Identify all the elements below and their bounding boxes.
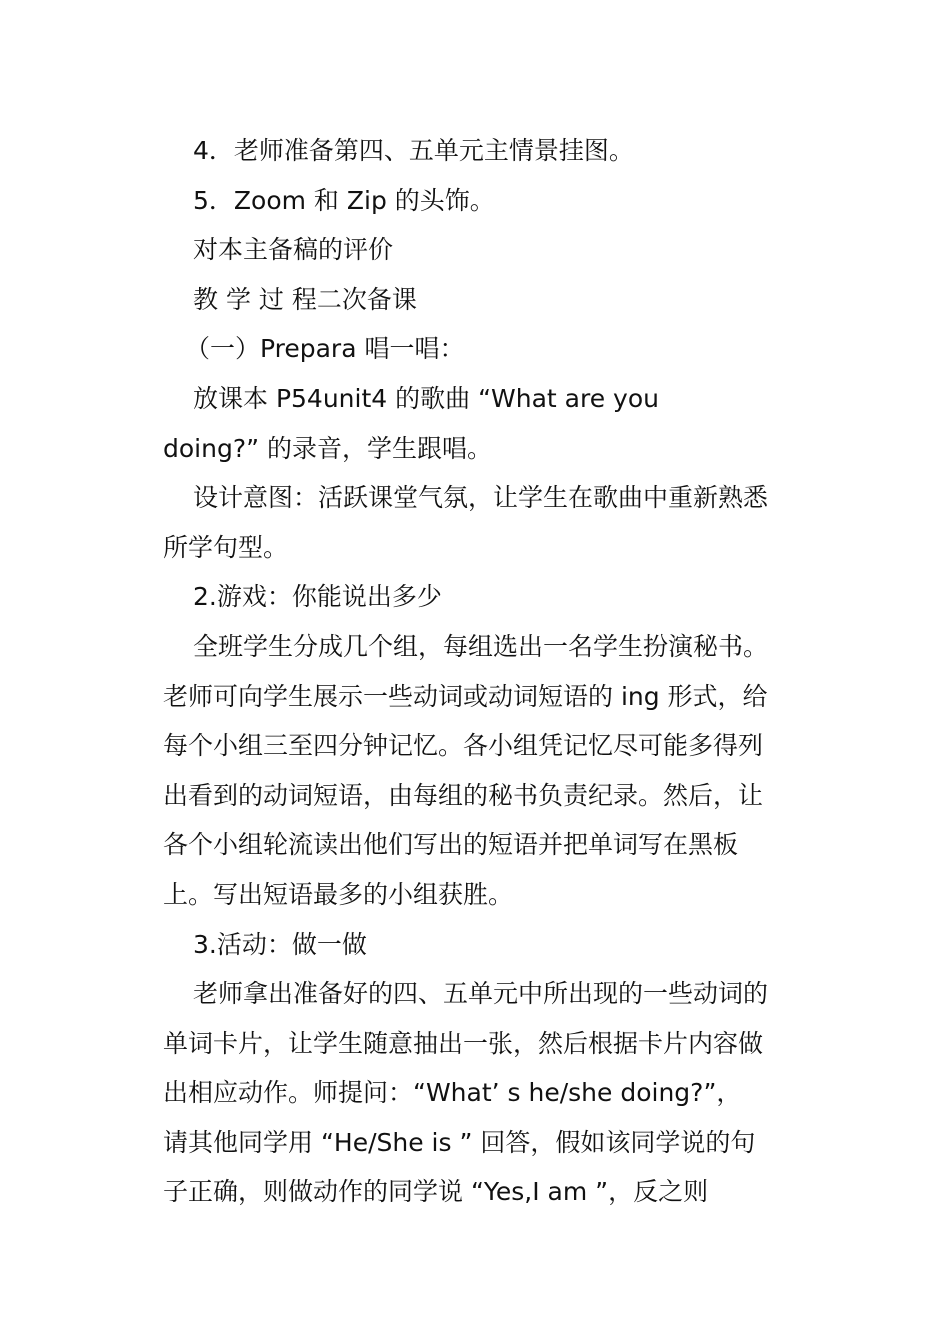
text-line-song-instruction-cont: doing?” 的录音，学生跟唱。	[163, 433, 492, 463]
text-line-game-para-4: 出看到的动词短语，由每组的秘书负责纪录。然后，让	[163, 780, 764, 810]
text-line-evaluation-heading: 对本主备稿的评价	[193, 235, 394, 265]
text-line-design-intent: 设计意图：活跃课堂气氛，让学生在歌曲中重新熟悉	[193, 483, 769, 513]
text-line-game-para-6: 上。写出短语最多的小组获胜。	[163, 879, 514, 909]
text-line-game-para-2: 老师可向学生展示一些动词或动词短语的 ing 形式，给	[163, 681, 768, 711]
text-line-activity-para-4: 请其他同学用 “He/She is ” 回答，假如该同学说的句	[163, 1127, 756, 1157]
text-line-game-heading: 2.游戏：你能说出多少	[193, 582, 442, 612]
document-body	[163, 126, 789, 1217]
text-line-activity-heading: 3.活动：做一做	[193, 929, 367, 959]
text-line-activity-para-1: 老师拿出准备好的四、五单元中所出现的一些动词的	[193, 979, 769, 1009]
text-line-design-intent-cont: 所学句型。	[163, 532, 289, 562]
text-line-prep-item-5: 5．Zoom 和 Zip 的头饰。	[193, 185, 495, 215]
text-line-activity-para-3: 出相应动作。师提问：“What’ s he/she doing?”，	[163, 1078, 742, 1108]
text-line-game-para-5: 各个小组轮流读出他们写出的短语并把单词写在黑板	[163, 830, 739, 860]
text-line-prepara-heading: （一）Prepara 唱一唱：	[185, 334, 465, 364]
text-line-activity-para-2: 单词卡片，让学生随意抽出一张，然后根据卡片内容做	[163, 1028, 764, 1058]
text-line-activity-para-5: 子正确，则做动作的同学说 “Yes,I am ”，反之则	[163, 1177, 709, 1207]
text-line-process-heading: 教 学 过 程二次备课	[193, 284, 417, 314]
text-line-game-para-3: 每个小组三至四分钟记忆。各小组凭记忆尽可能多得列	[163, 731, 764, 761]
text-line-game-para-1: 全班学生分成几个组，每组选出一名学生扮演秘书。	[193, 631, 769, 661]
text-line-song-instruction: 放课本 P54unit4 的歌曲 “What are you	[193, 383, 659, 413]
text-line-prep-item-4: 4．老师准备第四、五单元主情景挂图。	[193, 136, 634, 165]
